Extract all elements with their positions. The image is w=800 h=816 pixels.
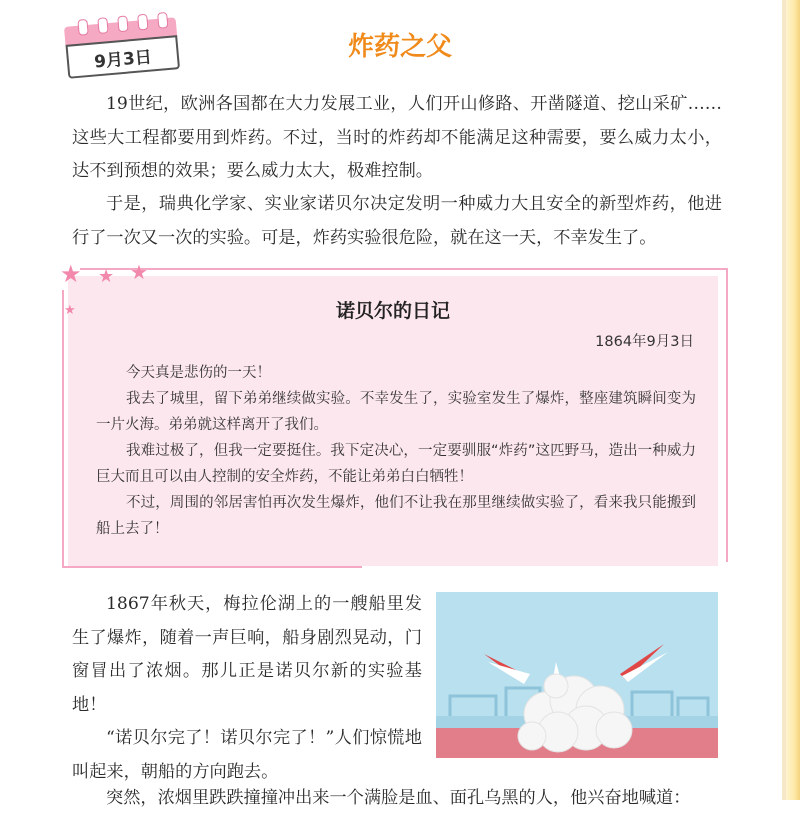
- story-paragraph-1: 1867年秋天，梅拉伦湖上的一艘船里发生了爆炸，随着一声巨响，船身剧烈晃动，门窗冒出了浓烟。那儿正是诺贝尔新的实验基地！: [72, 594, 422, 715]
- calendar-ring-icon: [97, 17, 108, 34]
- calendar-ring-icon: [137, 14, 148, 31]
- diary-paragraph-3: 我难过极了，但我一定要挺住。我下定决心，一定要驯服“炸药”这匹野马，造出一种威力巨大而且可以由人控制的安全炸药，不能让弟弟白白牺牲！: [96, 443, 696, 485]
- diary-paragraph-2: 我去了城里，留下弟弟继续做实验。不幸发生了，实验室发生了爆炸，整座建筑瞬间变为一片火海。弟弟就这样离开了我们。: [96, 391, 696, 433]
- diary-paragraph-4: 不过，周围的邻居害怕再次发生爆炸，他们不让我在那里继续做实验了，看来我只能搬到船上去了！: [96, 495, 696, 537]
- page-edge-stripe: [786, 0, 800, 800]
- story-paragraph-2: “诺贝尔完了！诺贝尔完了！”人们惊慌地叫起来，朝船的方向跑去。: [72, 728, 422, 782]
- diary-frame-bottom: [62, 566, 362, 568]
- calendar-badge: [64, 17, 180, 79]
- story-paragraph-3: 突然，浓烟里跌跌撞撞冲出来一个满脸是血、面孔乌黑的人，他兴奋地喊道：: [106, 788, 691, 808]
- star-icon: ★: [130, 260, 148, 284]
- intro-paragraph-2: 于是，瑞典化学家、实业家诺贝尔决定发明一种威力大且安全的新型炸药，他进行了一次又一次的实验。可是，炸药实验很危险，就在这一天，不幸发生了。: [72, 194, 722, 248]
- diary-title: 诺贝尔的日记: [335, 300, 450, 322]
- explosion-scene-icon: [436, 592, 718, 758]
- diary-date: 1864年9月3日: [595, 334, 694, 350]
- calendar-ring-icon: [77, 19, 88, 36]
- intro-paragraph-1: 19世纪，欧洲各国都在大力发展工业，人们开山修路、开凿隧道、挖山采矿……这些大工程都要用到炸药。不过，当时的炸药却不能满足这种需要，要么威力太小，达不到预想的效果；要么威力太大，极难控制。: [72, 94, 722, 181]
- diary-frame-left: [62, 290, 64, 566]
- star-icon: ★: [60, 260, 82, 288]
- calendar-ring-icon: [117, 15, 128, 32]
- calendar-date: 9月3日: [93, 46, 153, 72]
- star-icon: ★: [98, 266, 115, 287]
- explosion-illustration: [436, 592, 718, 758]
- star-icon: ★: [64, 303, 76, 318]
- page-title: 炸药之父: [347, 32, 452, 62]
- calendar-ring-icon: [157, 12, 168, 29]
- diary-paragraph-1: 今天真是悲伤的一天！: [126, 365, 271, 381]
